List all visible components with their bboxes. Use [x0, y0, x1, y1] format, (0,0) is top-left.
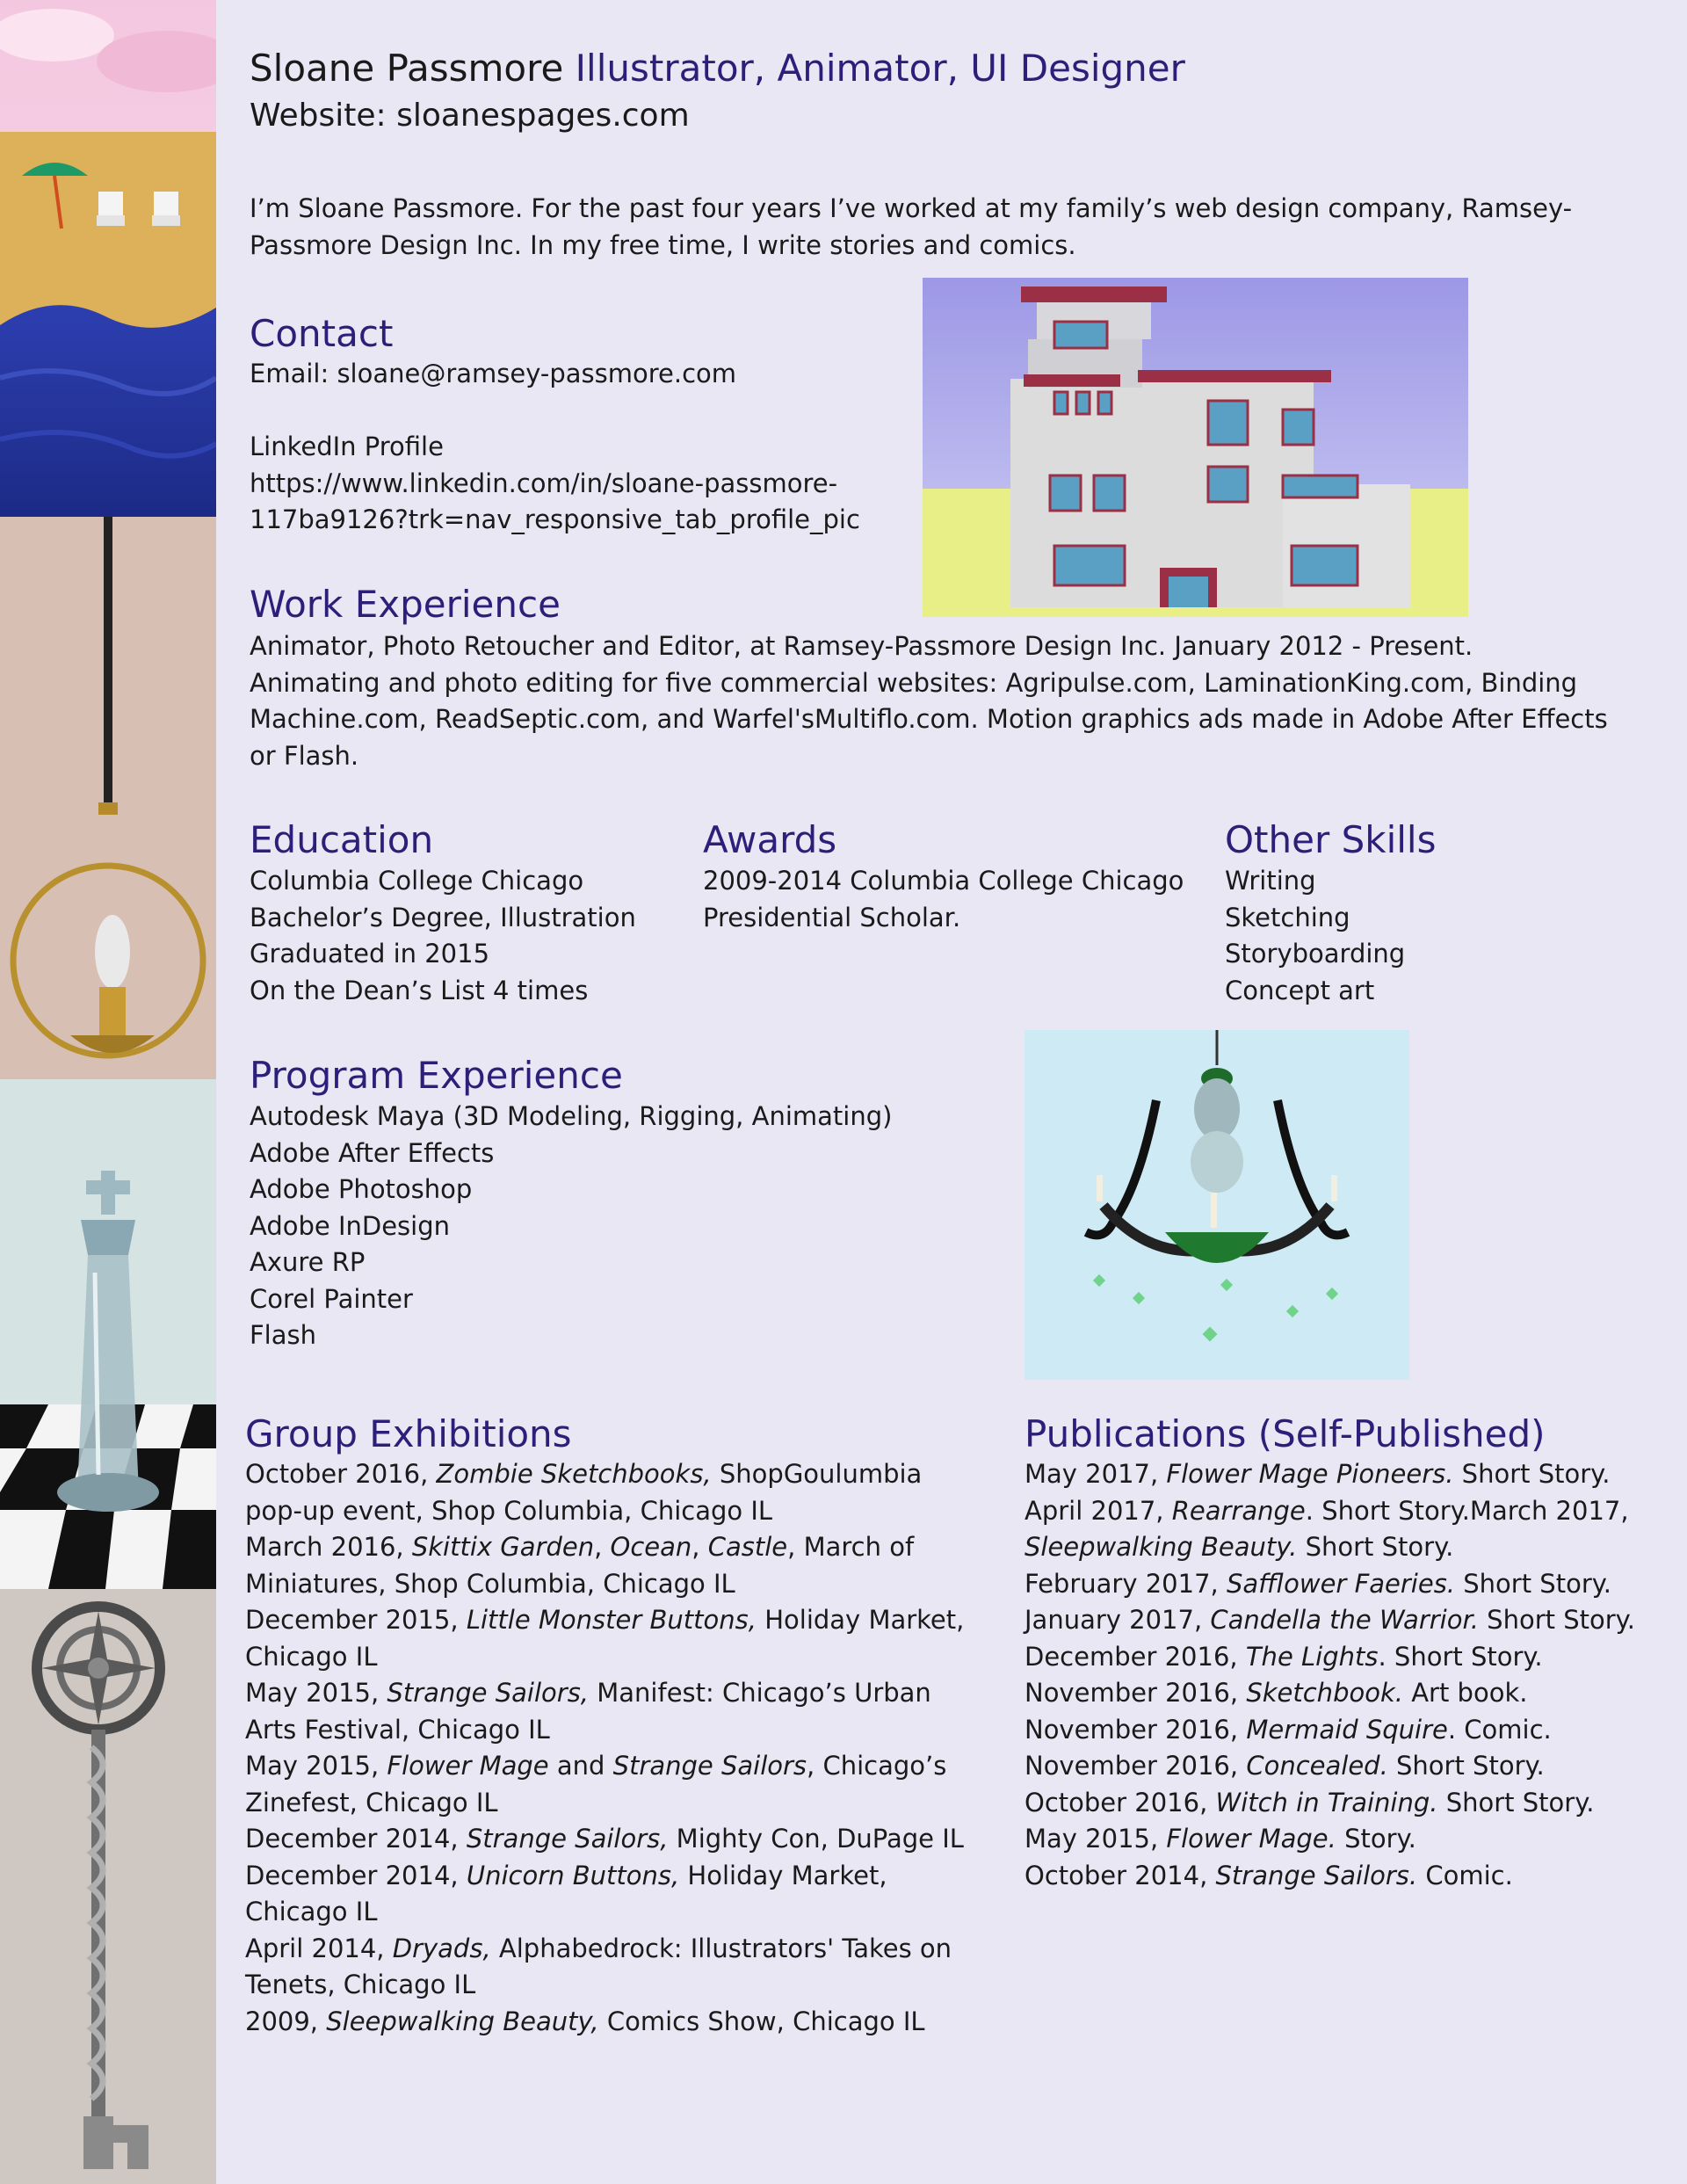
linkedin-url-line1: https://www.linkedin.com/in/sloane-passmore- — [250, 468, 838, 498]
awards-list — [703, 863, 1184, 936]
education-item: Graduated in 2015 — [250, 939, 490, 969]
award-item: 2009-2014 Columbia College Chicago — [703, 866, 1184, 896]
program-item: Axure RP — [250, 1247, 366, 1277]
awards-heading: Awards — [703, 818, 837, 861]
exhibition-item: May 2015, Strange Sailors, Manifest: Chicago’s Urban — [245, 1678, 931, 1708]
publication-item: Sleepwalking Beauty. Short Story. — [1025, 1532, 1454, 1562]
award-item: Presidential Scholar. — [703, 902, 961, 932]
exhibition-item: 2009, Sleepwalking Beauty, Comics Show, Chicago IL — [245, 2006, 925, 2036]
education-item: On the Dean’s List 4 times — [250, 975, 589, 1005]
program-item: Corel Painter — [250, 1283, 413, 1314]
program-item: Flash — [250, 1320, 316, 1350]
publications-list — [1025, 1456, 1635, 1894]
intro-paragraph: I’m Sloane Passmore. For the past four years I’ve worked at my family’s web design company, Ramsey-Passmore Design Inc. In my free time, I write stories and comics. — [250, 193, 1573, 260]
education-item: Columbia College Chicago — [250, 866, 584, 896]
name: Sloane Passmore — [250, 47, 564, 90]
exhibition-item: October 2016, Zombie Sketchbooks, ShopGoulumbia — [245, 1459, 923, 1489]
header-title — [250, 44, 1185, 93]
contact-section — [250, 356, 860, 539]
chess-king-image — [0, 1079, 216, 1589]
program-item: Adobe Photoshop — [250, 1174, 473, 1204]
building-render-image — [923, 278, 1468, 617]
exhibition-item: December 2015, Little Monster Buttons, Holiday Market, — [245, 1605, 965, 1635]
ornate-key-image — [0, 1589, 216, 2184]
chandelier-render-image — [1025, 1030, 1409, 1380]
candle-lamp-image — [0, 517, 216, 1079]
exhibitions-list — [245, 1456, 964, 2040]
exhibition-item: Tenets, Chicago IL — [245, 1970, 476, 1999]
exhibition-item: May 2015, Flower Mage and Strange Sailors, Chicago’s — [245, 1751, 947, 1781]
education-heading: Education — [250, 818, 434, 861]
work-line: Animator, Photo Retoucher and Editor, at Ramsey-Passmore Design Inc. January 2012 - Present. — [250, 631, 1473, 661]
publication-item: November 2016, Concealed. Short Story. — [1025, 1751, 1545, 1781]
work-heading: Work Experience — [250, 583, 561, 626]
work-line: Animating and photo editing for five commercial websites: Agripulse.com, LaminationKing.com, Binding — [250, 667, 1578, 698]
exhibitions-heading: Group Exhibitions — [245, 1412, 572, 1455]
work-line: or Flash. — [250, 740, 359, 771]
exhibition-item: Miniatures, Shop Columbia, Chicago IL — [245, 1568, 735, 1599]
publication-item: February 2017, Safflower Faeries. Short Story. — [1025, 1568, 1611, 1599]
email-line: Email: sloane@ramsey-passmore.com — [250, 359, 737, 388]
programs-heading: Program Experience — [250, 1054, 623, 1097]
publication-item: November 2016, Mermaid Squire. Comic. — [1025, 1714, 1552, 1745]
exhibition-item: March 2016, Skittix Garden, Ocean, Castle, March of — [245, 1532, 915, 1562]
publications-heading: Publications (Self-Published) — [1025, 1412, 1546, 1455]
education-list — [250, 863, 636, 1009]
skill-item: Storyboarding — [1225, 939, 1406, 969]
beach-scene-image — [0, 0, 216, 517]
skills-heading: Other Skills — [1225, 818, 1437, 861]
publication-item: January 2017, Candella the Warrior. Short Story. — [1025, 1605, 1635, 1635]
exhibition-item: April 2014, Dryads, Alphabedrock: Illustrators' Takes on — [245, 1933, 952, 1963]
program-item: Adobe After Effects — [250, 1137, 495, 1168]
exhibition-item: Chicago IL — [245, 1641, 378, 1672]
skill-item: Sketching — [1225, 902, 1350, 932]
skills-list — [1225, 863, 1405, 1009]
work-line: Machine.com, ReadSeptic.com, and Warfel'sMultiflo.com. Motion graphics ads made in Adobe After Effects — [250, 704, 1608, 734]
publication-item: April 2017, Rearrange. Short Story.March 2017, — [1025, 1495, 1629, 1526]
exhibition-item: December 2014, Unicorn Buttons, Holiday Market, — [245, 1860, 887, 1890]
skill-item: Concept art — [1225, 975, 1375, 1005]
publication-item: October 2014, Strange Sailors. Comic. — [1025, 1860, 1513, 1890]
linkedin-url-line2: 117ba9126?trk=nav_responsive_tab_profile_pic — [250, 504, 860, 534]
program-item: Autodesk Maya (3D Modeling, Rigging, Animating) — [250, 1101, 893, 1131]
exhibition-item: Chicago IL — [245, 1897, 378, 1926]
programs-list — [250, 1099, 892, 1354]
publication-item: December 2016, The Lights. Short Story. — [1025, 1641, 1543, 1672]
linkedin-label: LinkedIn Profile — [250, 432, 444, 461]
publication-item: October 2016, Witch in Training. Short Story. — [1025, 1787, 1595, 1818]
skill-item: Writing — [1225, 866, 1316, 896]
program-item: Adobe InDesign — [250, 1210, 451, 1241]
publication-item: May 2017, Flower Mage Pioneers. Short Story. — [1025, 1459, 1611, 1489]
contact-heading: Contact — [250, 312, 394, 355]
exhibition-item: December 2014, Strange Sailors, Mighty Con, DuPage IL — [245, 1824, 964, 1854]
publication-item: May 2015, Flower Mage. Story. — [1025, 1824, 1416, 1854]
work-description — [250, 628, 1608, 774]
exhibition-item: pop-up event, Shop Columbia, Chicago IL — [245, 1495, 773, 1526]
publication-item: November 2016, Sketchbook. Art book. — [1025, 1678, 1528, 1708]
website-line: Website: sloanespages.com — [250, 98, 690, 134]
exhibition-item: Arts Festival, Chicago IL — [245, 1714, 550, 1745]
education-item: Bachelor’s Degree, Illustration — [250, 902, 636, 932]
role-title: Illustrator, Animator, UI Designer — [575, 47, 1185, 90]
exhibition-item: Zinefest, Chicago IL — [245, 1787, 498, 1818]
